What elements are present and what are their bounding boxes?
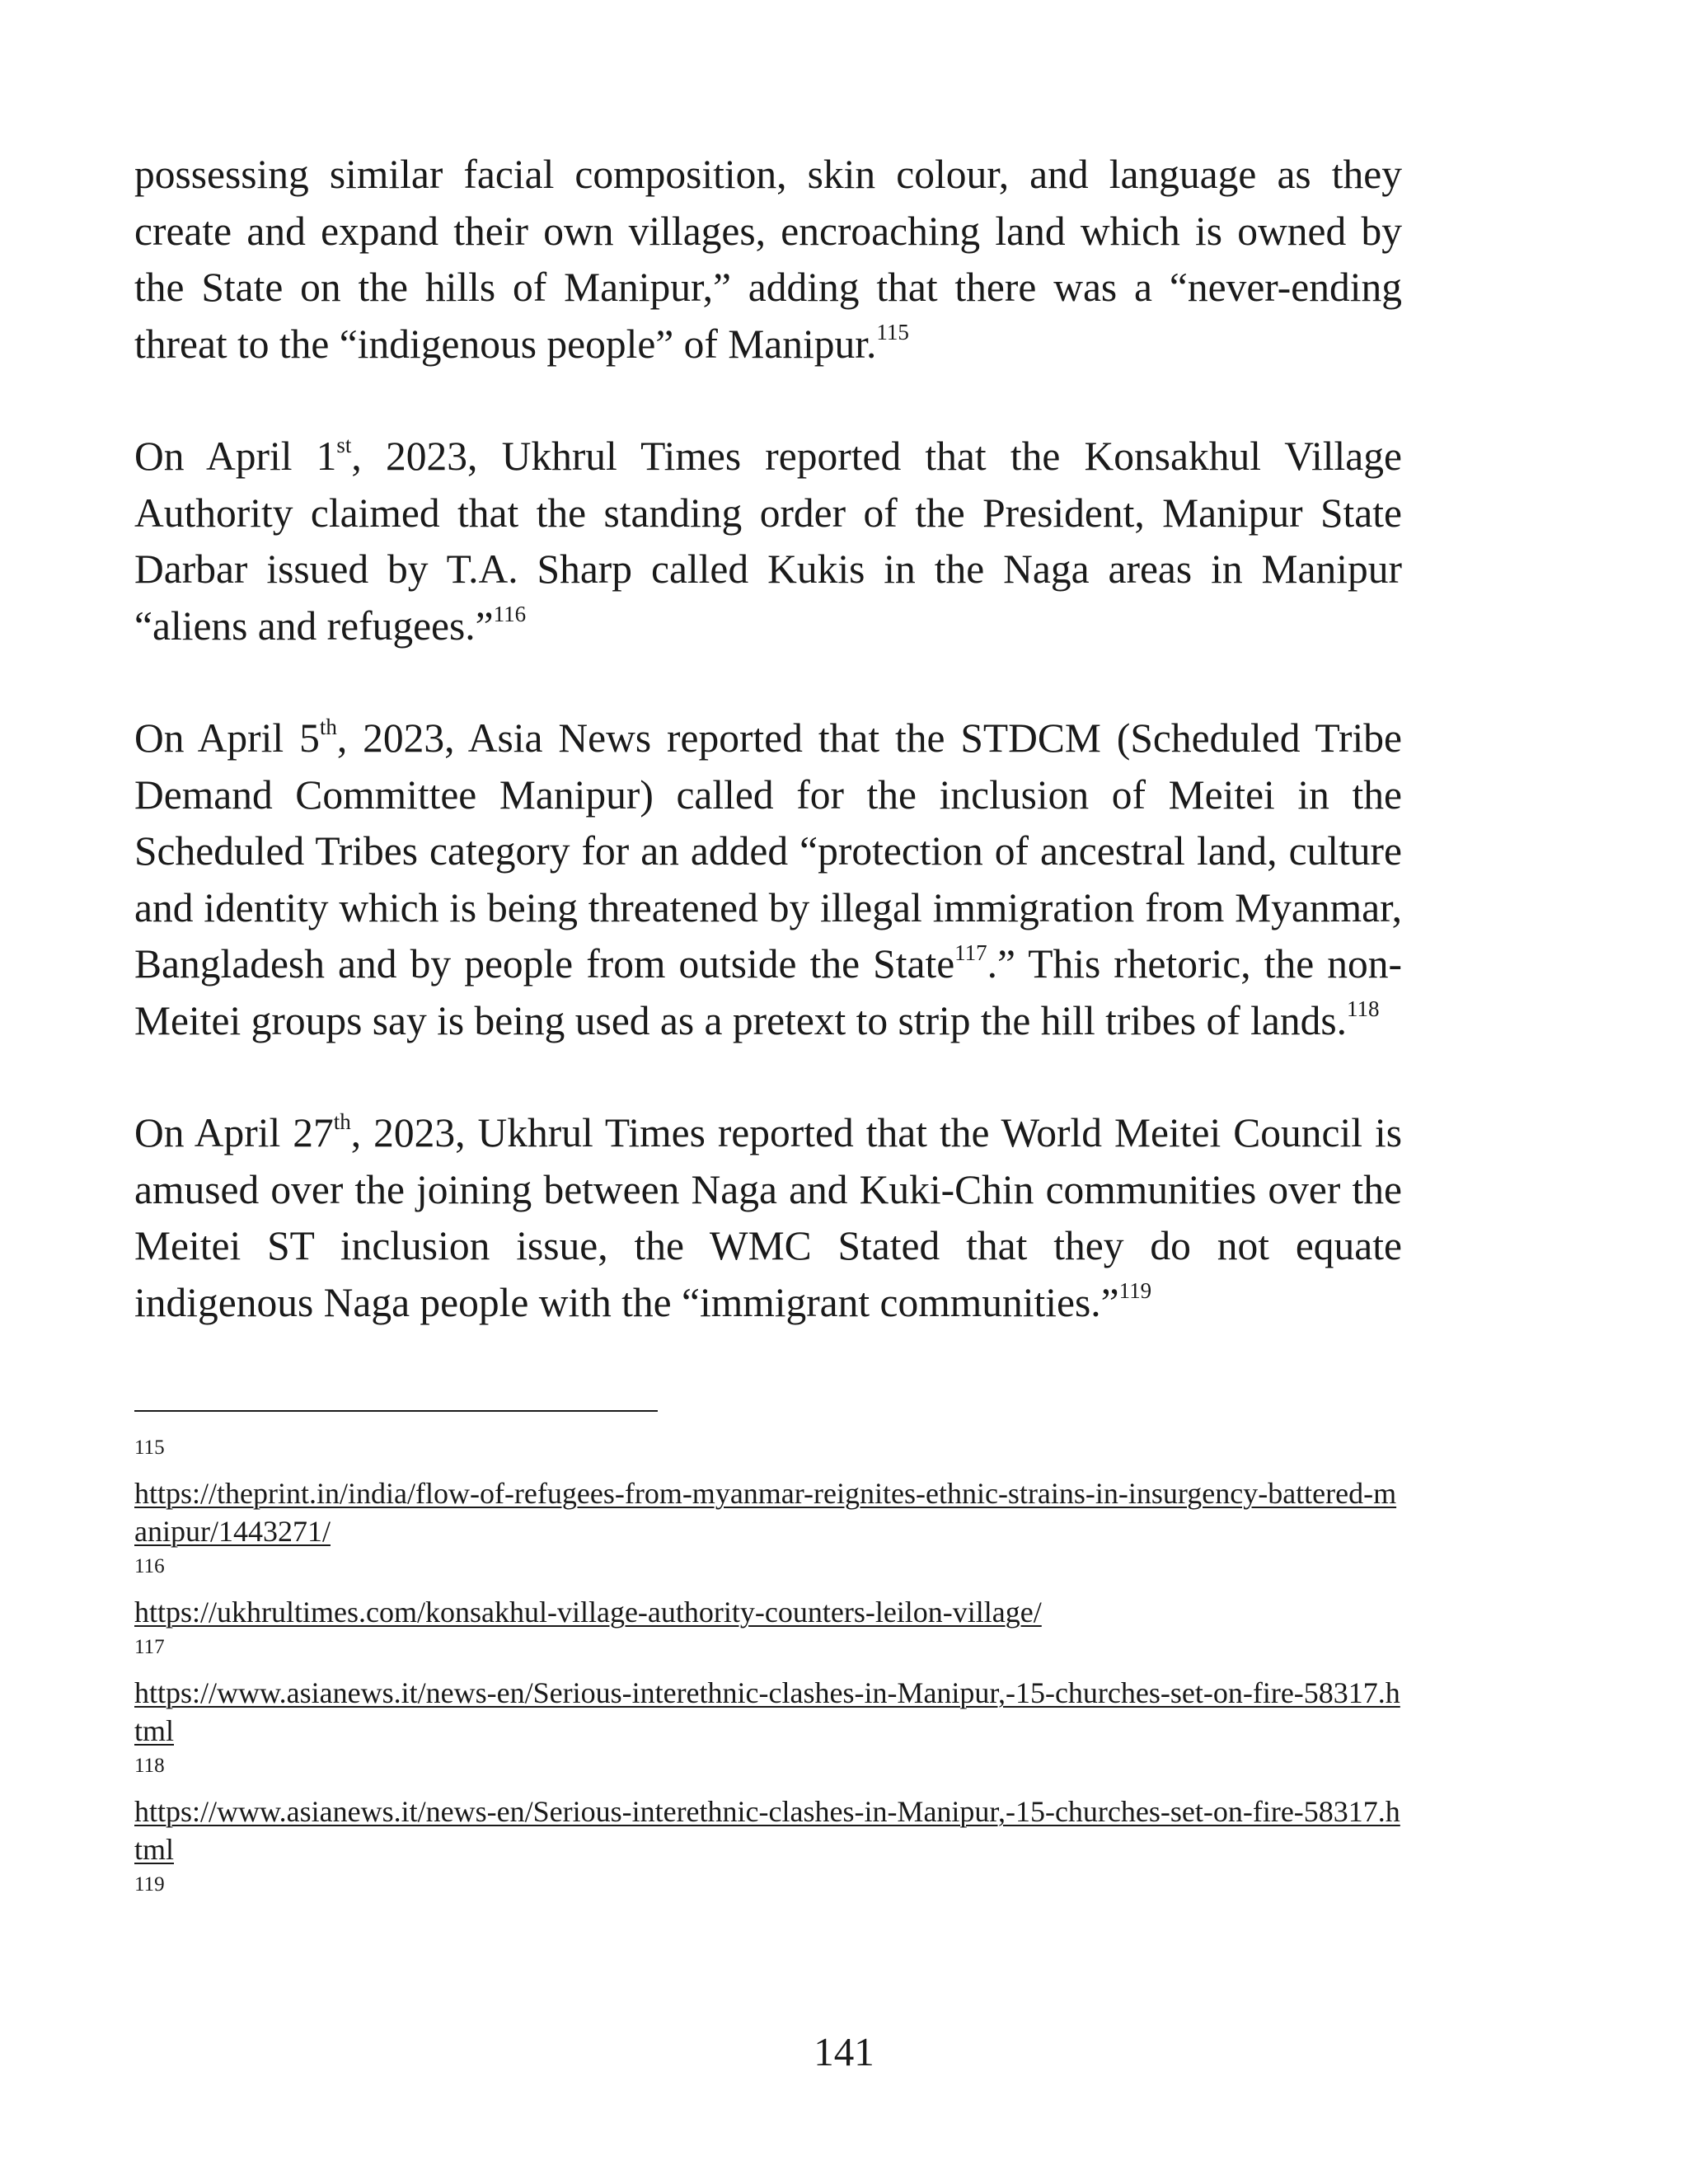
document-body [134, 147, 1402, 1331]
footnote-number: 119 [134, 1873, 165, 1896]
paragraph-text: , 2023, Ukhrul Times reported that the World Meitei Council is amused over the joining between Naga and Kuki-Chin communities over the Meitei ST inclusion issue, the WMC Stated that they do not equate indigenous Naga people with the “immigrant communities.” [134, 1110, 1402, 1325]
footnote-link[interactable]: https://ukhrultimes.com/konsakhul-village-authority-counters-leilon-village/ [134, 1596, 1042, 1629]
paragraph-text: , 2023, Asia News reported that the STDCM (Scheduled Tribe Demand Committee Manipur) called for the inclusion of Meitei in the Scheduled Tribes category for an added “protection of ancestral land, culture and identity which is being threatened by illegal immigration from Myanmar, Bangladesh and by people from outside the State [134, 715, 1402, 987]
footnotes [134, 1436, 1402, 1897]
footnote-number: 116 [134, 1555, 165, 1577]
footnote-ref-119: 119 [1118, 1278, 1152, 1303]
footnote-ref-117: 117 [954, 940, 987, 965]
ordinal-suffix: th [333, 1108, 351, 1134]
paragraph-prefix: On April 1 [134, 434, 337, 479]
footnote-number: 117 [134, 1636, 165, 1658]
footnote-link[interactable]: https://theprint.in/india/flow-of-refugees-from-myanmar-reignites-ethnic-strains-in-insurgency-battered-manipur/1443271/ [134, 1477, 1397, 1548]
footnote-number: 118 [134, 1755, 165, 1777]
paragraph-text-continued: .” This rhetoric, the non-Meitei groups say is being used as a pretext to strip the hill tribes of lands. [134, 941, 1402, 1043]
footnote-link[interactable]: https://www.asianews.it/news-en/Serious-interethnic-clashes-in-Manipur,-15-churches-set-on-fire-58317.html [134, 1676, 1400, 1747]
paragraph-3 [134, 710, 1402, 1049]
paragraph-text: , 2023, Ukhrul Times reported that the Konsakhul Village Authority claimed that the standing order of the President, Manipur State Darbar issued by T.A. Sharp called Kukis in the Naga areas in Manipur “aliens and refugees.” [134, 434, 1402, 649]
footnote-ref-118: 118 [1346, 996, 1380, 1021]
footnote-ref-115: 115 [876, 320, 909, 344]
paragraph-1 [134, 147, 1402, 373]
paragraph-4 [134, 1105, 1402, 1331]
footnote-link[interactable]: https://www.asianews.it/news-en/Serious-interethnic-clashes-in-Manipur,-15-churches-set-on-fire-58317.html [134, 1795, 1400, 1866]
footnote-119 [134, 1872, 1402, 1897]
paragraph-text: possessing similar facial composition, skin colour, and language as they create and expand their own villages, encroaching land which is owned by the State on the hills of Manipur,” adding that there was a “never-ending threat to the “indigenous people” of Manipur. [134, 152, 1402, 367]
paragraph-prefix: On April 5 [134, 715, 320, 761]
footnote-number: 115 [134, 1436, 165, 1459]
footnote-116 [134, 1554, 1402, 1631]
paragraph-2 [134, 429, 1402, 654]
footnote-separator [134, 1410, 658, 1412]
page-number: 141 [814, 2029, 874, 2074]
footnote-117 [134, 1635, 1402, 1750]
footnote-118 [134, 1754, 1402, 1868]
footnote-ref-116: 116 [493, 602, 527, 626]
ordinal-suffix: th [319, 714, 337, 739]
footnote-115 [134, 1436, 1402, 1550]
ordinal-suffix: st [336, 432, 352, 457]
paragraph-prefix: On April 27 [134, 1110, 334, 1155]
